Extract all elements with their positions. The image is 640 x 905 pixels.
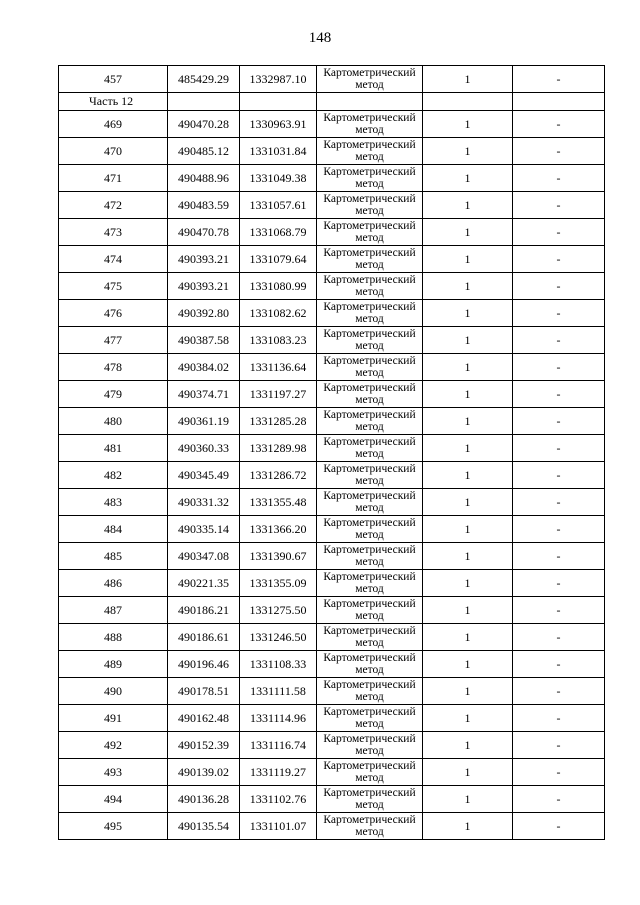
method-cell <box>317 381 423 408</box>
x-coordinate-cell: 490162.48 <box>168 705 240 732</box>
description-cell: - <box>513 786 605 813</box>
point-number-cell: 492 <box>59 732 168 759</box>
table-row <box>59 138 605 165</box>
point-number-cell: 485 <box>59 543 168 570</box>
point-number-cell: 475 <box>59 273 168 300</box>
table-row <box>59 813 605 840</box>
method-cell <box>317 408 423 435</box>
method-text: Картометрический метод <box>323 409 416 433</box>
accuracy-cell: 1 <box>423 138 513 165</box>
method-text: Картометрический метод <box>323 220 416 244</box>
y-coordinate-cell: 1331108.33 <box>240 651 317 678</box>
point-number-cell: 495 <box>59 813 168 840</box>
method-cell <box>317 732 423 759</box>
x-coordinate-cell: 490483.59 <box>168 192 240 219</box>
x-coordinate-cell: 490186.61 <box>168 624 240 651</box>
x-coordinate-cell: 490196.46 <box>168 651 240 678</box>
description-cell: - <box>513 705 605 732</box>
method-cell <box>317 705 423 732</box>
y-coordinate-cell: 1331080.99 <box>240 273 317 300</box>
accuracy-cell: 1 <box>423 543 513 570</box>
y-coordinate-cell: 1330963.91 <box>240 111 317 138</box>
y-coordinate-cell: 1331197.27 <box>240 381 317 408</box>
y-coordinate-cell: 1331286.72 <box>240 462 317 489</box>
point-number-cell: 493 <box>59 759 168 786</box>
y-coordinate-cell: 1331355.09 <box>240 570 317 597</box>
method-text: Картометрический метод <box>323 301 416 325</box>
description-cell: - <box>513 813 605 840</box>
y-coordinate-cell: 1331390.67 <box>240 543 317 570</box>
description-cell: - <box>513 138 605 165</box>
point-number-cell: 478 <box>59 354 168 381</box>
y-coordinate-cell: 1331101.07 <box>240 813 317 840</box>
accuracy-cell: 1 <box>423 273 513 300</box>
description-cell: - <box>513 462 605 489</box>
x-coordinate-cell: 490485.12 <box>168 138 240 165</box>
method-text: Картометрический метод <box>323 193 416 217</box>
x-coordinate-cell: 490331.32 <box>168 489 240 516</box>
accuracy-cell: 1 <box>423 597 513 624</box>
table-row <box>59 381 605 408</box>
point-number-cell: 472 <box>59 192 168 219</box>
method-text: Картометрический метод <box>323 328 416 352</box>
table-row <box>59 516 605 543</box>
description-cell: - <box>513 516 605 543</box>
x-coordinate-cell: 490135.54 <box>168 813 240 840</box>
point-number-cell: 477 <box>59 327 168 354</box>
table-row <box>59 408 605 435</box>
accuracy-cell: 1 <box>423 381 513 408</box>
y-coordinate-cell: 1331057.61 <box>240 192 317 219</box>
accuracy-cell: 1 <box>423 192 513 219</box>
table-row <box>59 543 605 570</box>
description-cell: - <box>513 219 605 246</box>
point-number-cell: 482 <box>59 462 168 489</box>
y-coordinate-cell: 1331366.20 <box>240 516 317 543</box>
table-row <box>59 678 605 705</box>
y-coordinate-cell: 1331083.23 <box>240 327 317 354</box>
point-number-cell: 486 <box>59 570 168 597</box>
method-cell <box>317 192 423 219</box>
empty-cell <box>317 93 423 111</box>
description-cell: - <box>513 327 605 354</box>
table-row <box>59 570 605 597</box>
method-text: Картометрический метод <box>323 463 416 487</box>
accuracy-cell: 1 <box>423 570 513 597</box>
x-coordinate-cell: 490384.02 <box>168 354 240 381</box>
description-cell: - <box>513 435 605 462</box>
y-coordinate-cell: 1331289.98 <box>240 435 317 462</box>
part-label: Часть 12 <box>59 93 168 111</box>
table-row <box>59 219 605 246</box>
description-cell: - <box>513 489 605 516</box>
table-row <box>59 327 605 354</box>
table-row <box>59 651 605 678</box>
coordinates-table <box>58 65 605 840</box>
accuracy-cell: 1 <box>423 300 513 327</box>
x-coordinate-cell: 490335.14 <box>168 516 240 543</box>
y-coordinate-cell: 1331049.38 <box>240 165 317 192</box>
accuracy-cell: 1 <box>423 327 513 354</box>
x-coordinate-cell: 490374.71 <box>168 381 240 408</box>
y-coordinate-cell: 1331031.84 <box>240 138 317 165</box>
method-cell <box>317 489 423 516</box>
method-text: Картометрический метод <box>323 67 416 91</box>
x-coordinate-cell: 490360.33 <box>168 435 240 462</box>
method-cell <box>317 597 423 624</box>
point-number-cell: 491 <box>59 705 168 732</box>
point-number-cell: 457 <box>59 66 168 93</box>
x-coordinate-cell: 490347.08 <box>168 543 240 570</box>
method-text: Картометрический метод <box>323 274 416 298</box>
method-cell <box>317 111 423 138</box>
empty-cell <box>240 93 317 111</box>
x-coordinate-cell: 490470.28 <box>168 111 240 138</box>
accuracy-cell: 1 <box>423 624 513 651</box>
table-row <box>59 66 605 93</box>
method-text: Картометрический метод <box>323 544 416 568</box>
point-number-cell: 488 <box>59 624 168 651</box>
accuracy-cell: 1 <box>423 678 513 705</box>
description-cell: - <box>513 354 605 381</box>
point-number-cell: 490 <box>59 678 168 705</box>
method-text: Картометрический метод <box>323 652 416 676</box>
accuracy-cell: 1 <box>423 813 513 840</box>
x-coordinate-cell: 490393.21 <box>168 246 240 273</box>
description-cell: - <box>513 759 605 786</box>
y-coordinate-cell: 1331111.58 <box>240 678 317 705</box>
table-row <box>59 111 605 138</box>
y-coordinate-cell: 1331246.50 <box>240 624 317 651</box>
accuracy-cell: 1 <box>423 489 513 516</box>
method-cell <box>317 624 423 651</box>
method-cell <box>317 543 423 570</box>
y-coordinate-cell: 1331355.48 <box>240 489 317 516</box>
method-cell <box>317 300 423 327</box>
table-row <box>59 246 605 273</box>
table-row <box>59 192 605 219</box>
point-number-cell: 479 <box>59 381 168 408</box>
description-cell: - <box>513 300 605 327</box>
empty-cell <box>513 93 605 111</box>
point-number-cell: 473 <box>59 219 168 246</box>
method-cell <box>317 273 423 300</box>
y-coordinate-cell: 1331116.74 <box>240 732 317 759</box>
y-coordinate-cell: 1331068.79 <box>240 219 317 246</box>
table-row <box>59 705 605 732</box>
table-row <box>59 489 605 516</box>
method-cell <box>317 219 423 246</box>
x-coordinate-cell: 490361.19 <box>168 408 240 435</box>
accuracy-cell: 1 <box>423 66 513 93</box>
method-text: Картометрический метод <box>323 679 416 703</box>
description-cell: - <box>513 246 605 273</box>
x-coordinate-cell: 490470.78 <box>168 219 240 246</box>
method-text: Картометрический метод <box>323 706 416 730</box>
accuracy-cell: 1 <box>423 732 513 759</box>
description-cell: - <box>513 66 605 93</box>
method-cell <box>317 66 423 93</box>
point-number-cell: 487 <box>59 597 168 624</box>
accuracy-cell: 1 <box>423 705 513 732</box>
accuracy-cell: 1 <box>423 354 513 381</box>
method-text: Картометрический метод <box>323 382 416 406</box>
point-number-cell: 484 <box>59 516 168 543</box>
accuracy-cell: 1 <box>423 111 513 138</box>
point-number-cell: 494 <box>59 786 168 813</box>
method-text: Картометрический метод <box>323 247 416 271</box>
method-text: Картометрический метод <box>323 112 416 136</box>
point-number-cell: 474 <box>59 246 168 273</box>
table-row <box>59 786 605 813</box>
description-cell: - <box>513 624 605 651</box>
method-cell <box>317 165 423 192</box>
method-cell <box>317 354 423 381</box>
accuracy-cell: 1 <box>423 462 513 489</box>
y-coordinate-cell: 1332987.10 <box>240 66 317 93</box>
method-cell <box>317 435 423 462</box>
empty-cell <box>423 93 513 111</box>
accuracy-cell: 1 <box>423 219 513 246</box>
description-cell: - <box>513 111 605 138</box>
table-row <box>59 732 605 759</box>
description-cell: - <box>513 381 605 408</box>
description-cell: - <box>513 597 605 624</box>
x-coordinate-cell: 490136.28 <box>168 786 240 813</box>
table-row <box>59 624 605 651</box>
method-text: Картометрический метод <box>323 760 416 784</box>
y-coordinate-cell: 1331102.76 <box>240 786 317 813</box>
point-number-cell: 469 <box>59 111 168 138</box>
x-coordinate-cell: 490152.39 <box>168 732 240 759</box>
x-coordinate-cell: 490221.35 <box>168 570 240 597</box>
point-number-cell: 481 <box>59 435 168 462</box>
description-cell: - <box>513 543 605 570</box>
point-number-cell: 483 <box>59 489 168 516</box>
method-text: Картометрический метод <box>323 733 416 757</box>
description-cell: - <box>513 651 605 678</box>
point-number-cell: 480 <box>59 408 168 435</box>
part-header-row <box>59 93 605 111</box>
table-row <box>59 300 605 327</box>
x-coordinate-cell: 490139.02 <box>168 759 240 786</box>
point-number-cell: 471 <box>59 165 168 192</box>
description-cell: - <box>513 732 605 759</box>
table-row <box>59 435 605 462</box>
x-coordinate-cell: 490392.80 <box>168 300 240 327</box>
description-cell: - <box>513 273 605 300</box>
accuracy-cell: 1 <box>423 246 513 273</box>
point-number-cell: 470 <box>59 138 168 165</box>
method-text: Картометрический метод <box>323 436 416 460</box>
method-cell <box>317 570 423 597</box>
method-cell <box>317 786 423 813</box>
method-text: Картометрический метод <box>323 814 416 838</box>
point-number-cell: 489 <box>59 651 168 678</box>
x-coordinate-cell: 485429.29 <box>168 66 240 93</box>
description-cell: - <box>513 570 605 597</box>
method-text: Картометрический метод <box>323 571 416 595</box>
method-cell <box>317 462 423 489</box>
y-coordinate-cell: 1331082.62 <box>240 300 317 327</box>
method-cell <box>317 138 423 165</box>
x-coordinate-cell: 490186.21 <box>168 597 240 624</box>
accuracy-cell: 1 <box>423 516 513 543</box>
method-cell <box>317 327 423 354</box>
page-number: 148 <box>308 30 332 46</box>
x-coordinate-cell: 490393.21 <box>168 273 240 300</box>
accuracy-cell: 1 <box>423 435 513 462</box>
table-row <box>59 759 605 786</box>
coordinates-table-body <box>59 66 605 840</box>
table-row <box>59 462 605 489</box>
x-coordinate-cell: 490345.49 <box>168 462 240 489</box>
accuracy-cell: 1 <box>423 165 513 192</box>
method-cell <box>317 678 423 705</box>
method-cell <box>317 813 423 840</box>
method-text: Картометрический метод <box>323 490 416 514</box>
empty-cell <box>168 93 240 111</box>
description-cell: - <box>513 408 605 435</box>
accuracy-cell: 1 <box>423 651 513 678</box>
method-text: Картометрический метод <box>323 598 416 622</box>
accuracy-cell: 1 <box>423 759 513 786</box>
x-coordinate-cell: 490178.51 <box>168 678 240 705</box>
accuracy-cell: 1 <box>423 786 513 813</box>
y-coordinate-cell: 1331114.96 <box>240 705 317 732</box>
y-coordinate-cell: 1331079.64 <box>240 246 317 273</box>
method-cell <box>317 516 423 543</box>
accuracy-cell: 1 <box>423 408 513 435</box>
method-text: Картометрический метод <box>323 517 416 541</box>
method-text: Картометрический метод <box>323 625 416 649</box>
method-text: Картометрический метод <box>323 355 416 379</box>
method-cell <box>317 246 423 273</box>
x-coordinate-cell: 490488.96 <box>168 165 240 192</box>
description-cell: - <box>513 192 605 219</box>
y-coordinate-cell: 1331285.28 <box>240 408 317 435</box>
method-cell <box>317 651 423 678</box>
description-cell: - <box>513 678 605 705</box>
point-number-cell: 476 <box>59 300 168 327</box>
table-row <box>59 273 605 300</box>
table-row <box>59 597 605 624</box>
y-coordinate-cell: 1331136.64 <box>240 354 317 381</box>
y-coordinate-cell: 1331119.27 <box>240 759 317 786</box>
table-row <box>59 165 605 192</box>
y-coordinate-cell: 1331275.50 <box>240 597 317 624</box>
method-text: Картометрический метод <box>323 787 416 811</box>
description-cell: - <box>513 165 605 192</box>
method-cell <box>317 759 423 786</box>
method-text: Картометрический метод <box>323 166 416 190</box>
method-text: Картометрический метод <box>323 139 416 163</box>
x-coordinate-cell: 490387.58 <box>168 327 240 354</box>
table-row <box>59 354 605 381</box>
